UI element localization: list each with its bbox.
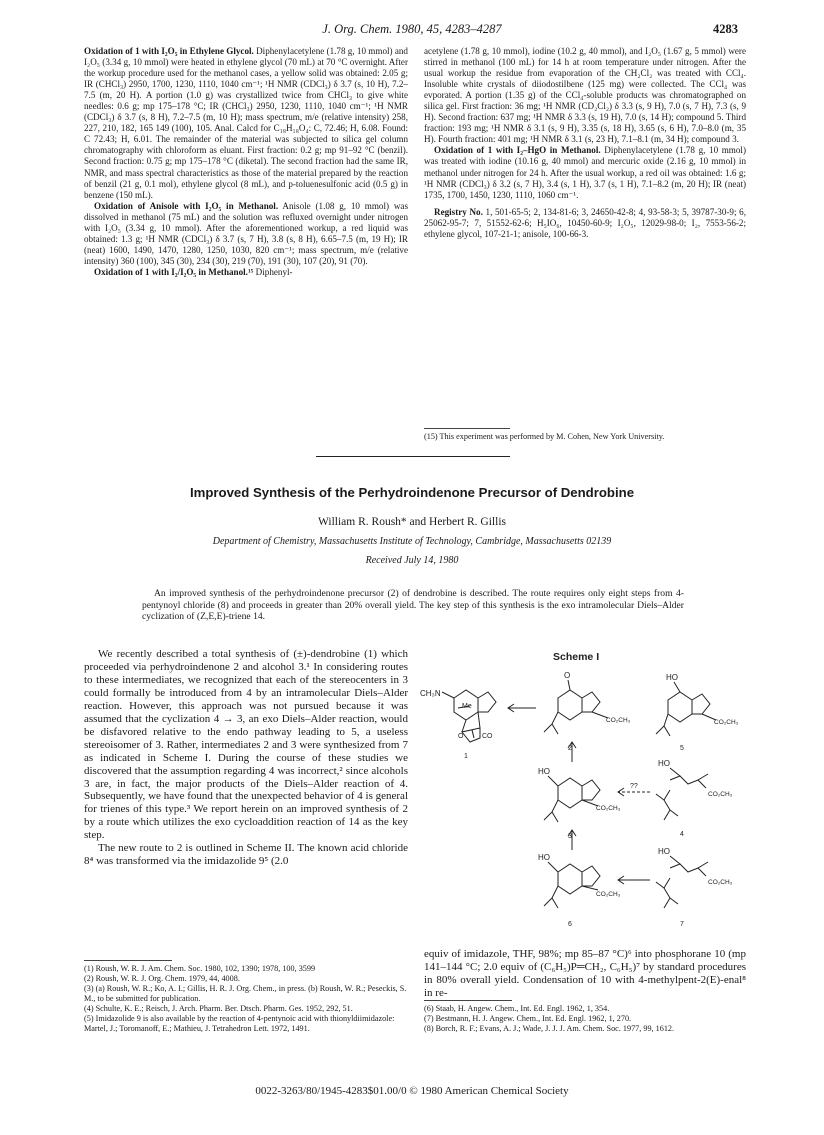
compound-number-7: 7: [680, 921, 684, 928]
scheme-1-diagram: [418, 646, 748, 942]
article-title: Improved Synthesis of the Perhydroindenone Precursor of Dendrobine: [189, 485, 635, 500]
ketone-oxygen-label: O: [564, 671, 571, 680]
compound-number-3: 3: [568, 833, 572, 840]
compound-number-5: 5: [680, 745, 684, 752]
co2ch3-label-7: CO₂CH₃: [708, 879, 733, 886]
scheme-1: [418, 646, 748, 942]
previous-article-footnote: [424, 432, 746, 442]
structure-3: [544, 776, 600, 822]
footnote: (3) (a) Roush, W. R.; Ko, A. I.; Gillis, H. R. J. Org. Chem., in press. (b) Roush, W. R.; Peseckis, S. M., to be submitted for publication.: [84, 984, 407, 1003]
footnote: (6) Staab, H. Angew. Chem., Int. Ed. Engl. 1962, 1, 354.: [424, 1004, 610, 1013]
article-footnotes-right: [424, 1004, 746, 1034]
paragraph-title: Oxidation of 1 with I₂/I₂O₅ in Methanol.¹⁵: [94, 266, 254, 277]
paragraph: [424, 145, 746, 200]
page-number: 4283: [713, 22, 738, 36]
page-header: [0, 22, 824, 42]
body-paragraph: equiv of imidazole, THF, 98%; mp 85–87 °C)⁶ into phosphorane 10 (mp 141–144 °C; 2.0 equiv of (C₆H₅)P═CH₂, C₆H₅)⁷ by standard procedures in 80% overall yield. Condensation of 10 with 4-methylpent-2(E)-enal⁸ in re-: [424, 948, 746, 999]
compound-number-4: 4: [680, 831, 684, 838]
ho-label-7: HO: [658, 847, 670, 856]
scheme-title: Scheme I: [553, 651, 600, 663]
footnote: (2) Roush, W. R. J. Org. Chem. 1979, 44, 4008.: [84, 974, 240, 983]
paragraph-text: Anisole (1.08 g, 10 mmol) was dissolved in methanol (75 mL) and the solution was refluxed overnight under nitrogen with I₂O₅ (3.34 g, 10 mmol). After the aforementioned workup, a red liquid was obtained: 1.3 g; ¹H NMR (CDCl₃) δ 3.7 (s, 7 H), 3.8 (s, 8 H), 6.65–7.5 (m, 19 H); IR (neat) 1600, 1490, 1470, 1280, 1250, 1030, 820 cm⁻¹; mass spectrum, m/e (relative intensity) 360 (100), 345 (30), 234 (30), 219 (70), 191 (30), 107 (20), 91 (70).: [84, 200, 408, 266]
footnote: (5) Imidazolide 9 is also available by the reaction of 4-pentynoic acid with thionyldiimidazole: Martel, J.; Toromanoff, E.; Mathieu, J. Tetrahedron Lett. 1972, 1491.: [84, 1014, 395, 1033]
previous-article-left-column: [84, 46, 408, 278]
previous-article-right-column: [424, 46, 746, 240]
registry-paragraph: [424, 207, 746, 240]
paragraph-title: Oxidation of Anisole with I₂O₅ in Methanol.: [94, 200, 279, 211]
co2ch3-label-6: CO₂CH₃: [596, 891, 621, 898]
compound-number-1: 1: [464, 753, 468, 760]
co2ch3-label-4: CO₂CH₃: [708, 791, 733, 798]
footnote: (15) This experiment was performed by M. Cohen, New York University.: [424, 432, 665, 441]
ch3n-label: CH₃N: [420, 689, 441, 698]
ho-label-6: HO: [538, 853, 550, 862]
footnote-rule: [424, 428, 510, 429]
article-body-left: [84, 648, 408, 868]
paragraph: [84, 267, 408, 278]
abstract: An improved synthesis of the perhydroindenone precursor (2) of dendrobine is described. The route requires only eight steps from 4-pentynoyl chloride (8) and proceeds in greater than 20% overall yield. The key step of this synthesis is the exo intramolecular Diels–Alder cyclization of (Z,E,E)-triene 14.: [142, 588, 684, 623]
footnote: (1) Roush, W. R. J. Am. Chem. Soc. 1980, 102, 1390; 1978, 100, 3599: [84, 964, 316, 973]
footnote: (8) Borch, R. F.; Evans, A. J.; Wade, J. J. J. Am. Chem. Soc. 1977, 99, 1612.: [424, 1024, 675, 1033]
compound-number-2: 2: [568, 745, 572, 752]
paragraph-text: Diphenylacetylene (1.78 g, 10 mmol) and I₂O₅ (3.34 g, 10 mmol) were heated in ethylene glycol (70 mL) at 70 °C overnight. After the workup procedure used for the methanol cases, a yellow solid was obtained: 2.05 g; IR (CHCl₃) 2950, 1700, 1230, 1110, 1040 cm⁻¹; ¹H NMR (CDCl₃) δ 3.7 (s, 10 H), 7.2–7.5 (m, 20 H). A portion (1.0 g) was crystallized twice from CHCl₃ to give white needles: 0.6 g; mp 175–178 °C; IR (CHCl₃) 2950, 1230, 1110, 1040 cm⁻¹; ¹H NMR (CDCl₃) δ 3.7 (s, 8 H), 7.2–7.5 (m, 10 H); mass spectrum, m/e (relative intensity) 258, 227, 210, 182, 165 149 (100), 105. Anal. Calcd for C₁₈H₁₈O₄: C, 72.46; H, 6.08. Found: C 72.43; H, 6.01. The remainder of the material was subjected to silica gel column chromatography with chloroform as eluant. First fraction: 0.2 g; mp 91–92 °C (benzil). Second fraction: 0.75 g; mp 175–178 °C (diketal). The second fraction had the same IR, NMR, and mass spectral characteristics as those of the material prepared by the reaction of benzil (21 g, 0.1 mol), ethylene glycol (8 mL), and p-toluenesulfonic acid (0.5 g) in benzene (150 mL).: [84, 46, 408, 200]
body-paragraph: The new route to 2 is outlined in Scheme II. The known acid chloride 8⁴ was transformed via the imidazolide 9⁵ (2.0: [84, 842, 408, 868]
journal-line: J. Org. Chem. 1980, 45, 4283–4287: [322, 22, 502, 36]
unknown-arrow-label: ??: [630, 783, 638, 790]
registry-text: 1, 501-65-5; 2, 134-81-6; 3, 24650-42-8; 4, 93-58-3; 5, 39787-30-9; 6, 25062-95-7; 7, 51552-62-6; H₅IO₆, 10450-60-9; I₂O₅, 12029-98-0; I₂, 7553-56-2; ethylene glycol, 107-21-1; anisole, 100-66-3.: [424, 206, 746, 239]
structure-2: [544, 680, 608, 734]
structure-6: [544, 862, 600, 908]
article-authors: William R. Roush* and Herbert R. Gillis: [318, 516, 506, 528]
co2ch3-label-3: CO₂CH₃: [596, 805, 621, 812]
structure-5: [656, 682, 716, 736]
body-paragraph: We recently described a total synthesis of (±)-dendrobine (1) which proceeded via perhydroindenone 2 and alcohol 3.¹ In considering routes to these intermediates, we recognized that each of the stereocenters in 3 could formally be introduced from 4 by an intramolecular Diels–Alder reaction. However, this approach was not pursued because it was assumed that the cyclization 4 → 3, an exo Diels–Alder reaction, would be disfavored relative to the endo pathway leading to 5, a useless stereoisomer of 3. Rather, intermediates 2 and 3 were synthesized from 7 as indicated in Scheme I. During the course of these studies we discovered that the assumption regarding 4 was incorrect,² since alcohols 3 are, in fact, the major products of the Diels–Alder reaction of 4. Subsequently, we have found that the unexpected behavior of 4 is general for trienes of this type.³ We report herein on an improved synthesis of 2 by a route which utilizes the exo cycloaddition reaction of 14 as the key step.: [84, 648, 408, 842]
footnote: (4) Schulte, K. E.; Reisch, J. Arch. Pharm. Ber. Dtsch. Pharm. Ges. 1952, 292, 51.: [84, 1004, 353, 1013]
article-body-right: [424, 948, 746, 1000]
paragraph-title: Oxidation of 1 with I₂–HgO in Methanol.: [434, 145, 601, 156]
ring-oxygen-label: O: [458, 733, 464, 740]
structure-7: [656, 856, 708, 908]
footnote: (7) Bestmann, H. J. Angew. Chem., Int. Ed. Engl. 1962, 1, 270.: [424, 1014, 632, 1023]
paragraph: [84, 46, 408, 201]
paragraph-text: Diphenyl-: [253, 266, 293, 277]
registry-title: Registry No.: [434, 206, 483, 217]
carbonyl-label: CO: [482, 733, 493, 740]
article-affiliation: Department of Chemistry, Massachusetts Institute of Technology, Cambridge, Massachusetts 02139: [212, 536, 612, 547]
page-footer: 0022-3263/80/1945-4283$01.00/0 © 1980 American Chemical Society: [255, 1085, 569, 1097]
scheme-arrows: [508, 704, 650, 884]
co2ch3-label-2: CO₂CH₃: [606, 717, 631, 724]
structure-4: [656, 768, 708, 820]
received-date: Received July 14, 1980: [365, 555, 459, 566]
paragraph: [84, 201, 408, 267]
paragraph-text: acetylene (1.78 g, 10 mmol), iodine (10.2 g, 40 mmol), and I₂O₅ (1.67 g, 5 mmol) were stirred in methanol (100 mL) for 14 h at room temperature under nitrogen. After the usual workup the residue from evaporation of the CH₂Cl₂ was treated with CCl₄. Insoluble white crystals of diiodostilbene (125 mg) were collected. The CCl₄ was evporated. A portion (1.35 g) of the CCl₄-soluble products was chromatographed on silica gel. First fraction: 36 mg; ¹H NMR (CD₂Cl₂) δ 3.3 (s, 9 H), 7.0 (s, 7 H), 7.3 (s, 9 H). Second fraction: 637 mg; ¹H NMR δ 3.3 (s, 19 H), 7.0 (s, 14 H); compound 5. Third fraction: 193 mg; ¹H NMR δ 3.1 (s, 9 H), 3.35 (s, 18 H), 3.65 (s, 6 H), 7.0–8.0 (m, 35 H). Fourth fraction: 401 mg; ¹H NMR δ 3.1 (s, 23 H), 7.1–8.1 (m, 34 H); compound 3.: [424, 46, 746, 145]
ho-label-4: HO: [658, 759, 670, 768]
paragraph-text: Diphenylacetylene (1.78 g, 10 mmol) was treated with iodine (10.16 g, 40 mmol) and mercuric oxide (2.16 g, 10 mmol) in methanol under nitrogen for 24 h. After the usual workup, a red oil was obtained: 1.6 g; ¹H NMR (CDCl₃) δ 3.2 (s, 7 H), 3.4 (s, 1 H), 3.7 (s, 1 H), 7.1–8.2 (m, 20 H); IR (neat) 1735, 1700, 1450, 1230, 1110, 1060 cm⁻¹.: [424, 145, 746, 200]
ho-label-3: HO: [538, 767, 550, 776]
compound-number-6: 6: [568, 921, 572, 928]
footnote-rule: [84, 960, 172, 961]
footnote-rule: [424, 1000, 512, 1001]
paragraph: [424, 46, 746, 145]
me-label: Me: [462, 703, 472, 710]
article-footnotes-left: [84, 964, 408, 1034]
article-separator: [316, 456, 510, 457]
paragraph-title: Oxidation of 1 with I₂O₅ in Ethylene Glycol.: [84, 46, 254, 56]
ho-label-5: HO: [666, 673, 678, 682]
co2ch3-label-5: CO₂CH₃: [714, 719, 739, 726]
